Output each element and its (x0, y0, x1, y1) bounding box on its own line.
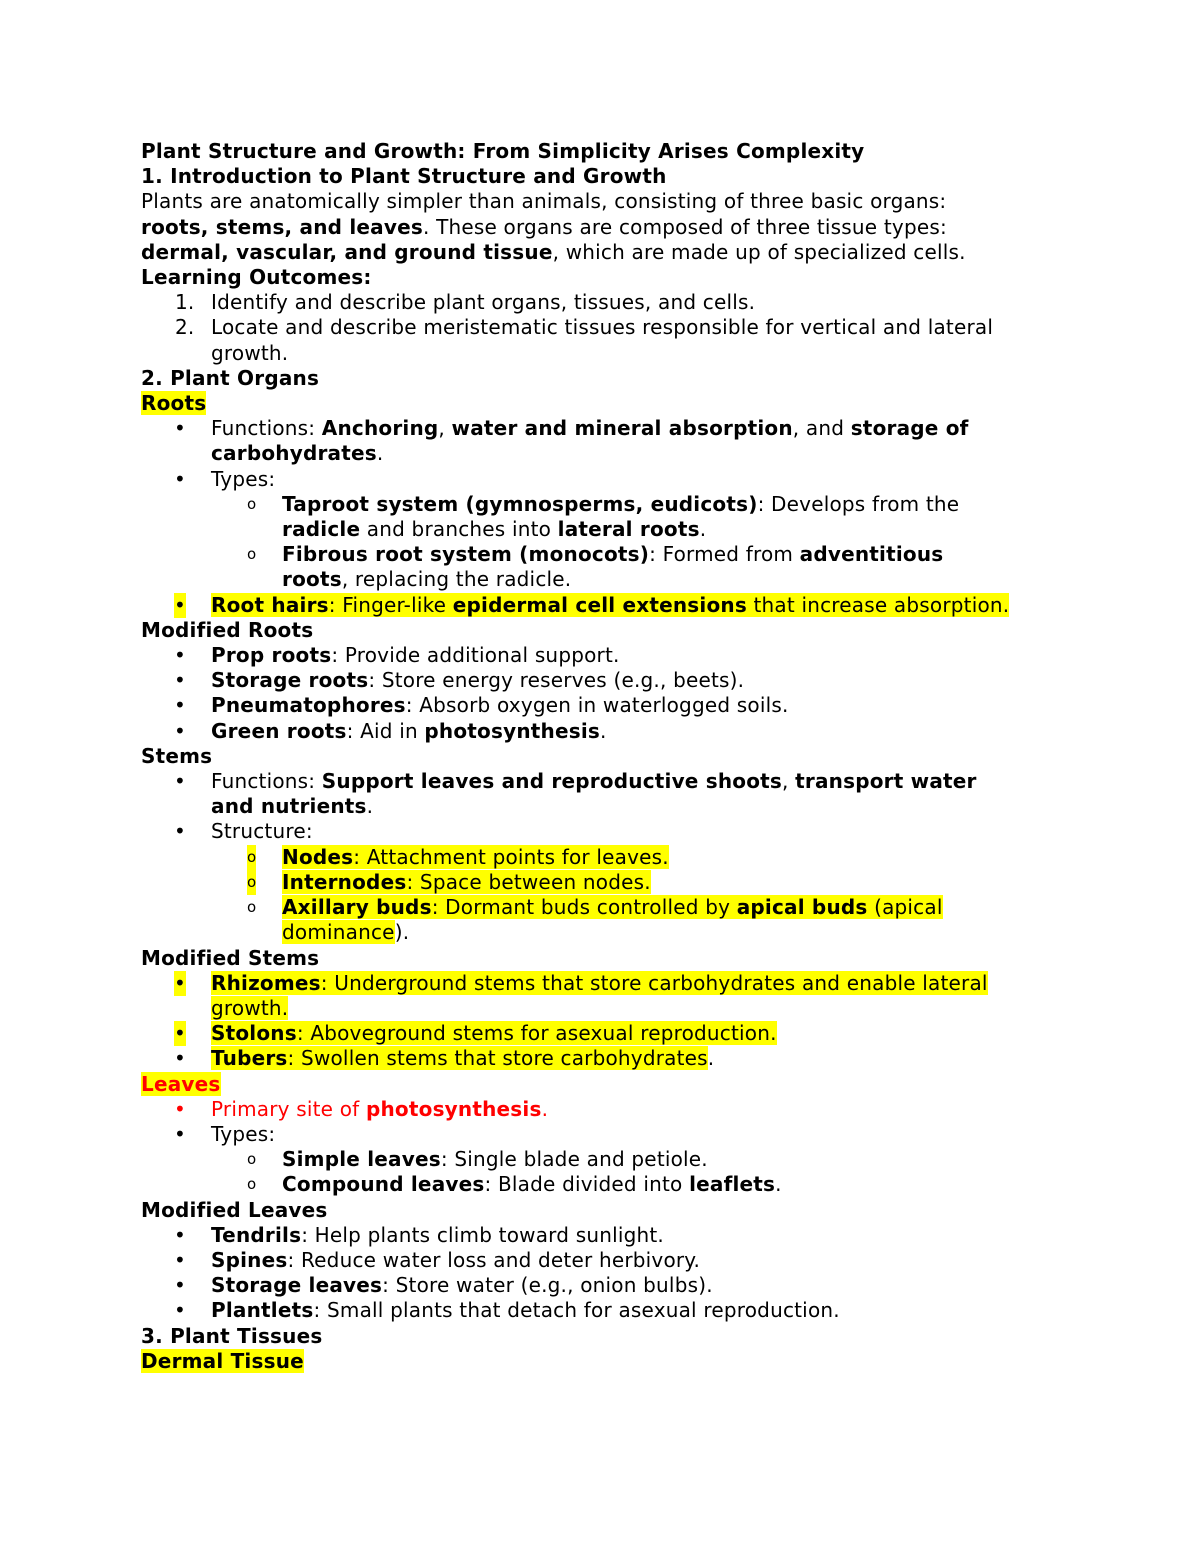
fibrous-item: o Fibrous root system (monocots): Formed from adventitious (247, 542, 944, 567)
bullet-icon: • (174, 970, 186, 995)
bullet-icon: • (174, 1222, 186, 1247)
leaves-primary-site: • Primary site of photosynthesis. (174, 1096, 549, 1121)
learning-outcomes-heading: Learning Outcomes: (141, 265, 372, 290)
prop-roots-item: • Prop roots: Provide additional support. (174, 643, 620, 668)
modified-leaves-heading: Modified Leaves (141, 1197, 328, 1222)
leaves-types: • Types: (174, 1121, 276, 1146)
intro-line-3: dermal, vascular, and ground tissue, which are made up of specialized cells. (141, 239, 966, 264)
axillary-buds-item: o Axillary buds: Dormant buds controlled by apical buds (apical (247, 895, 943, 920)
axillary-buds-item-cont: dominance). (282, 920, 410, 945)
intro-line-1: Plants are anatomically simpler than animals, consisting of three basic organs: (141, 189, 947, 214)
taproot-item-cont: radicle and branches into lateral roots. (282, 517, 707, 542)
modified-roots-heading: Modified Roots (141, 617, 314, 642)
compound-leaves-item: o Compound leaves: Blade divided into leaflets. (247, 1172, 782, 1197)
fibrous-item-cont: roots, replacing the radicle. (282, 567, 572, 592)
bullet-icon: • (174, 1247, 186, 1272)
roots-functions: • Functions: Anchoring, water and mineral absorption, and storage of (174, 416, 969, 441)
taproot-item: o Taproot system (gymnosperms, eudicots): Develops from the (247, 491, 960, 516)
bullet-icon: • (174, 1046, 186, 1071)
intro-line-2: roots, stems, and leaves. These organs are composed of three tissue types: (141, 214, 947, 239)
stems-heading: Stems (141, 743, 213, 768)
modified-stems-heading: Modified Stems (141, 945, 320, 970)
root-hairs-item: • Root hairs: Finger-like epidermal cell extensions that increase absorption. (174, 592, 1010, 617)
tubers-item: • Tubers: Swollen stems that store carbohydrates. (174, 1046, 715, 1071)
bullet-icon: • (174, 668, 186, 693)
stems-functions-cont: and nutrients. (211, 794, 374, 819)
bullet-icon: • (174, 769, 186, 794)
section-1-heading: 1. Introduction to Plant Structure and Growth (141, 164, 667, 189)
sub-bullet-icon: o (247, 494, 257, 513)
bullet-icon: • (174, 819, 186, 844)
bullet-icon: • (174, 693, 186, 718)
dermal-tissue-heading: Dermal Tissue (141, 1348, 304, 1373)
storage-roots-item: • Storage roots: Store energy reserves (e.g., beets). (174, 668, 745, 693)
roots-functions-cont: carbohydrates. (211, 441, 384, 466)
document-page (141, 139, 1071, 1374)
roots-types: • Types: (174, 466, 276, 491)
bullet-icon: • (174, 1121, 186, 1146)
bullet-icon: • (174, 1298, 186, 1323)
bullet-icon: • (174, 416, 186, 441)
doc-title: Plant Structure and Growth: From Simplicity Arises Complexity (141, 139, 865, 163)
sub-bullet-icon: o (247, 1150, 257, 1169)
stems-structure: • Structure: (174, 819, 313, 844)
section-3-heading: 3. Plant Tissues (141, 1323, 323, 1348)
simple-leaves-item: o Simple leaves: Single blade and petiole. (247, 1147, 708, 1172)
leaves-heading: Leaves (141, 1071, 221, 1096)
bullet-icon: • (174, 466, 186, 491)
outcome-item-1: 1. Identify and describe plant organs, tissues, and cells. (175, 290, 756, 315)
sub-bullet-icon: o (247, 545, 257, 564)
internodes-item: o Internodes: Space between nodes. (247, 869, 651, 894)
tendrils-item: • Tendrils: Help plants climb toward sunlight. (174, 1222, 664, 1247)
bullet-icon: • (174, 718, 186, 743)
bullet-icon: • (174, 643, 186, 668)
outcome-item-2: 2. Locate and describe meristematic tissues responsible for vertical and lateral (175, 315, 994, 340)
sub-bullet-icon: o (247, 845, 256, 870)
green-roots-item: • Green roots: Aid in photosynthesis. (174, 718, 607, 743)
sub-bullet-icon: o (247, 1175, 257, 1194)
outcome-item-2-cont: growth. (211, 340, 289, 365)
bullet-icon: • (174, 592, 186, 617)
sub-bullet-icon: o (247, 898, 257, 917)
nodes-item: o Nodes: Attachment points for leaves. (247, 844, 669, 869)
stolons-item: • Stolons: Aboveground stems for asexual reproduction. (174, 1021, 777, 1046)
plantlets-item: • Plantlets: Small plants that detach for asexual reproduction. (174, 1298, 840, 1323)
sub-bullet-icon: o (247, 870, 256, 895)
rhizomes-item: • Rhizomes: Underground stems that store carbohydrates and enable lateral (174, 970, 988, 995)
spines-item: • Spines: Reduce water loss and deter herbivory. (174, 1247, 701, 1272)
stems-functions: • Functions: Support leaves and reproductive shoots, transport water (174, 769, 977, 794)
roots-heading: Roots (141, 391, 207, 416)
section-2-heading: 2. Plant Organs (141, 365, 320, 390)
rhizomes-item-cont: growth. (211, 995, 289, 1020)
bullet-icon: • (174, 1273, 186, 1298)
storage-leaves-item: • Storage leaves: Store water (e.g., onion bulbs). (174, 1273, 713, 1298)
bullet-icon: • (174, 1021, 186, 1046)
pneumatophores-item: • Pneumatophores: Absorb oxygen in waterlogged soils. (174, 693, 789, 718)
bullet-icon: • (174, 1096, 186, 1121)
